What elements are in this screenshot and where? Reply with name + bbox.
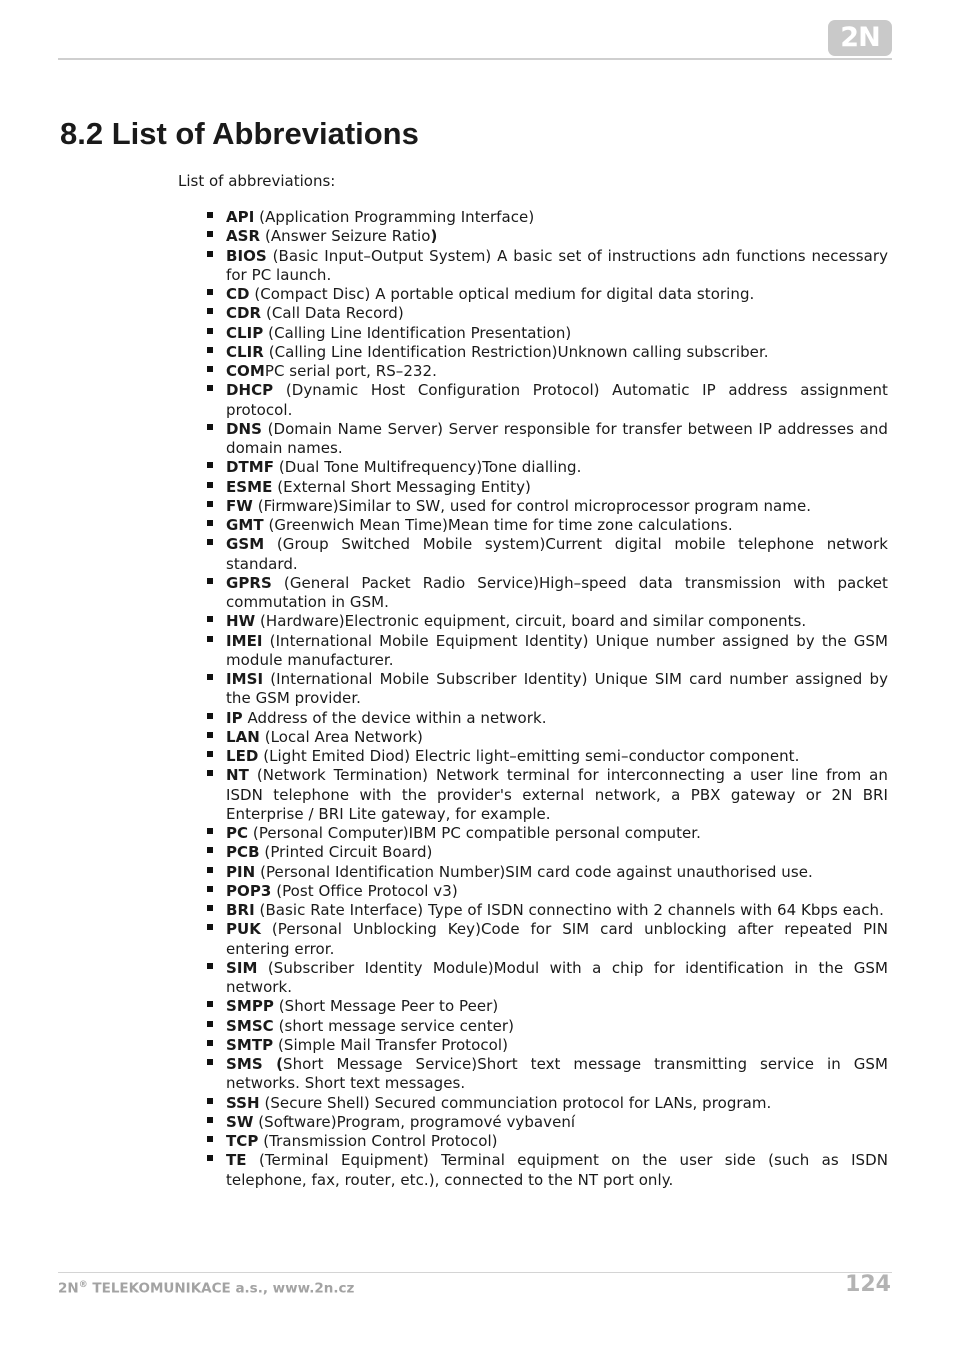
abbreviation-item: [226, 1055, 888, 1094]
abbreviation-item: [226, 574, 888, 613]
abbreviation-item: [226, 535, 888, 574]
abbreviation-item: [226, 516, 888, 535]
abbreviation-item: [226, 843, 888, 862]
abbreviation-item: [226, 497, 888, 516]
abbreviation-item: [226, 709, 888, 728]
abbreviation-term: ESME: [226, 477, 273, 496]
abbreviation-item: [226, 632, 888, 671]
abbreviation-description: Address of the device within a network.: [242, 708, 547, 727]
abbreviation-description: (Compact Disc) A portable optical medium for digital data storing.: [249, 285, 755, 303]
abbreviation-term: PC: [226, 824, 249, 842]
abbreviation-description: (Application Programming Interface): [254, 208, 535, 226]
abbreviation-term: TCP: [226, 1132, 259, 1150]
abbreviation-term: CD: [226, 285, 250, 303]
header-divider: [58, 58, 892, 60]
abbreviation-description: (Domain Name Server) Server responsible for transfer between IP addresses and domain names.: [226, 419, 888, 457]
abbreviation-term: TE: [226, 1151, 247, 1170]
abbreviation-item: [226, 1017, 888, 1036]
abbreviation-description: (Short Message Peer to Peer): [273, 997, 499, 1016]
abbreviation-term: SSH: [226, 1093, 260, 1112]
abbreviation-term: GPRS: [226, 573, 272, 592]
abbreviation-item: [226, 381, 888, 420]
abbreviation-term: ASR: [226, 227, 261, 246]
abbreviation-term: PUK: [226, 920, 261, 939]
abbreviation-description: (Calling Line Identification Restriction)Unknown calling subscriber.: [263, 342, 769, 361]
footer-company: [58, 1280, 354, 1297]
abbreviation-term: DNS: [226, 419, 262, 438]
abbreviation-description: (Terminal Equipment) Terminal equipment on the user side (such as ISDN telephone, fax, router, etc.), connected to the NT port only.: [226, 1151, 888, 1189]
abbreviation-term: SMPP: [226, 997, 274, 1016]
abbreviation-item: [226, 766, 888, 824]
abbreviation-item: [226, 728, 888, 747]
abbreviation-description: (Dual Tone Multifrequency)Tone dialling.: [274, 458, 582, 477]
abbreviation-item: [226, 420, 888, 459]
abbreviation-term: POP3: [226, 881, 272, 900]
abbreviation-description: (Call Data Record): [261, 304, 404, 323]
abbreviation-term: SMTP: [226, 1035, 274, 1054]
abbreviation-description: (Firmware)Similar to SW, used for control microprocessor program name.: [252, 496, 812, 515]
abbreviation-term-trail: ): [430, 227, 438, 246]
abbreviation-term: GSM: [226, 535, 265, 554]
abbreviation-term: HW: [226, 612, 256, 631]
abbreviation-item: [226, 959, 888, 998]
abbreviation-term: SMS (: [226, 1055, 283, 1073]
abbreviation-description: (Basic Rate Interface) Type of ISDN connectino with 2 channels with 64 Kbps each.: [254, 901, 884, 919]
abbreviation-description: (Hardware)Electronic equipment, circuit, board and similar components.: [255, 612, 807, 631]
abbreviation-term: GMT: [226, 516, 264, 534]
abbreviation-term: API: [226, 208, 255, 226]
abbreviation-item: [226, 1151, 888, 1190]
abbreviation-description: Short Message Service)Short text message transmitting service in GSM networks. Short text messages.: [226, 1055, 888, 1093]
abbreviation-description: (Secure Shell) Secured communciation protocol for LANs, program.: [259, 1093, 772, 1112]
abbreviation-description: (Light Emited Diod) Electric light–emitting semi–conductor component.: [258, 747, 800, 765]
abbreviation-term: LED: [226, 747, 259, 765]
abbreviation-description: (Subscriber Identity Module)Modul with a chip for identification in the GSM network.: [226, 958, 888, 996]
page-number: 124: [845, 1272, 891, 1297]
abbreviation-description: (Printed Circuit Board): [259, 843, 433, 862]
abbreviation-item: [226, 478, 888, 497]
footer-divider: [58, 1272, 892, 1273]
abbreviation-term: DTMF: [226, 458, 275, 477]
abbreviation-item: [226, 997, 888, 1016]
abbreviation-term: BRI: [226, 901, 255, 919]
abbreviation-item: [226, 458, 888, 477]
abbreviation-item: [226, 747, 888, 766]
abbreviation-item: [226, 247, 888, 286]
abbreviation-description: (External Short Messaging Entity): [272, 477, 531, 496]
abbreviation-term: SIM: [226, 958, 258, 977]
abbreviation-term: CLIP: [226, 323, 264, 342]
abbreviation-item: [226, 1132, 888, 1151]
page-title: 8.2 List of Abbreviations: [60, 116, 419, 151]
abbreviation-item: [226, 882, 888, 901]
abbreviation-term: SW: [226, 1112, 254, 1131]
intro-text: List of abbreviations:: [178, 172, 336, 190]
abbreviation-item: [226, 824, 888, 843]
abbreviation-description: (Personal Computer)IBM PC compatible personal computer.: [248, 824, 701, 842]
abbreviation-term: BIOS: [226, 246, 267, 265]
abbreviation-item: [226, 343, 888, 362]
abbreviation-term: COM: [226, 362, 265, 380]
abbreviation-description: (Group Switched Mobile system)Current digital mobile telephone network standard.: [226, 535, 888, 573]
abbreviation-description: (Network Termination) Network terminal for interconnecting a user line from an ISDN telephone with the provider's external network, a PBX gateway or 2N BRI Enterprise / BRI Lite gateway, for example.: [226, 766, 888, 823]
abbreviation-item: [226, 285, 888, 304]
abbreviation-description: (Personal Identification Number)SIM card code against unauthorised use.: [255, 862, 813, 881]
abbreviation-description: (International Mobile Subscriber Identity) Unique SIM card number assigned by the GSM provider.: [226, 670, 888, 708]
abbreviation-description: (General Packet Radio Service)High–speed data transmission with packet commutation in GSM.: [226, 573, 888, 611]
abbreviation-item: [226, 920, 888, 959]
abbreviation-term: IP: [226, 708, 243, 727]
abbreviation-term: NT: [226, 766, 249, 785]
abbreviation-description: (Post Office Protocol v3): [271, 881, 458, 900]
abbreviation-term: SMSC: [226, 1016, 274, 1035]
abbreviation-item: [226, 227, 888, 246]
abbreviation-item: [226, 670, 888, 709]
abbreviation-item: [226, 304, 888, 323]
abbreviation-description: (Local Area Network): [259, 727, 423, 746]
abbreviation-term: CDR: [226, 304, 262, 323]
abbreviation-item: [226, 1094, 888, 1113]
2n-logo: 2N: [828, 20, 892, 56]
abbreviation-description: (Transmission Control Protocol): [258, 1132, 498, 1150]
abbreviation-description: (Simple Mail Transfer Protocol): [273, 1035, 508, 1054]
abbreviation-description: (Personal Unblocking Key)Code for SIM card unblocking after repeated PIN entering error.: [226, 920, 888, 958]
abbreviation-item: [226, 901, 888, 920]
abbreviation-item: [226, 863, 888, 882]
abbreviation-description: (Greenwich Mean Time)Mean time for time zone calculations.: [263, 516, 733, 534]
abbreviation-term: IMEI: [226, 631, 263, 650]
abbreviation-description: (Calling Line Identification Presentation): [263, 323, 572, 342]
abbreviation-term: PCB: [226, 843, 260, 862]
abbreviation-description: (short message service center): [273, 1016, 515, 1035]
footer-brand: 2N: [58, 1280, 79, 1297]
abbreviation-term: LAN: [226, 727, 260, 746]
abbreviation-description: (International Mobile Equipment Identity) Unique number assigned by the GSM module manufacturer.: [226, 631, 888, 669]
abbreviation-term: PIN: [226, 862, 256, 881]
registered-mark: ®: [78, 1280, 88, 1290]
abbreviation-item: [226, 612, 888, 631]
abbreviation-item: [226, 208, 888, 227]
abbreviation-description: (Basic Input–Output System) A basic set of instructions adn functions necessary for PC launch.: [226, 246, 888, 284]
footer-company-text: TELEKOMUNIKACE a.s., www.2n.cz: [87, 1280, 355, 1297]
abbreviation-term: IMSI: [226, 670, 264, 688]
abbreviation-description: PC serial port, RS–232.: [264, 362, 437, 380]
abbreviation-item: [226, 1036, 888, 1055]
abbreviation-item: [226, 362, 888, 381]
abbreviation-description: (Software)Program, programové vybavení: [253, 1112, 576, 1131]
abbreviation-item: [226, 324, 888, 343]
abbreviation-term: FW: [226, 496, 253, 515]
abbreviation-description: (Answer Seizure Ratio: [260, 227, 431, 246]
abbreviation-list: [226, 208, 888, 1190]
abbreviation-term: DHCP: [226, 381, 274, 400]
abbreviation-item: [226, 1113, 888, 1132]
abbreviation-term: CLIR: [226, 342, 264, 361]
abbreviation-description: (Dynamic Host Configuration Protocol) Automatic IP address assignment protocol.: [226, 381, 888, 419]
